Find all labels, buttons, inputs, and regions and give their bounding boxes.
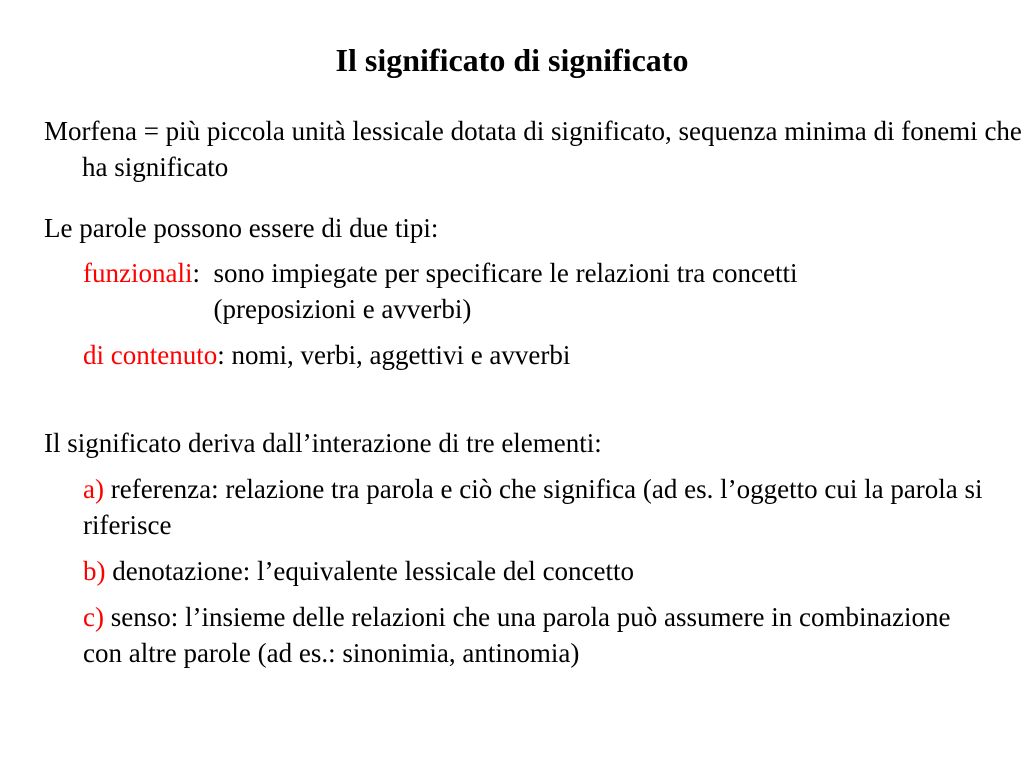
item-c-text: senso: l’insieme delle relazioni che una parola può assumere in combinazione con altre parole (ad es.: sinonimia, antinomia) bbox=[83, 602, 951, 668]
funzionali-text: sono impiegate per specificare le relazioni tra concetti (preposizioni e avverbi) bbox=[213, 258, 798, 324]
funzionali-colon: : bbox=[192, 258, 200, 288]
meaning-item-c bbox=[83, 599, 993, 671]
morfema-definition: Morfena = più piccola unità lessicale dotata di significato, sequenza minima di fonemi che ha significato bbox=[44, 116, 1022, 182]
contenuto-text: : nomi, verbi, aggettivi e avverbi bbox=[217, 340, 571, 370]
item-a-text: referenza: relazione tra parola e ciò che significa (ad es. l’oggetto cui la parola si riferisce bbox=[83, 474, 983, 540]
item-b-marker: b) bbox=[83, 556, 106, 586]
word-types-intro: Le parole possono essere di due tipi: bbox=[44, 213, 439, 243]
item-a-marker: a) bbox=[83, 474, 104, 504]
item-b-text: denotazione: l’equivalente lessicale del concetto bbox=[105, 556, 635, 586]
meaning-item-b bbox=[83, 553, 993, 589]
funzionali-term: funzionali bbox=[83, 258, 193, 288]
contenuto-item bbox=[83, 337, 993, 373]
meaning-item-a bbox=[83, 471, 993, 543]
funzionali-item bbox=[83, 255, 993, 327]
slide-title: Il significato di significato bbox=[335, 42, 689, 78]
item-c-marker: c) bbox=[83, 602, 104, 632]
contenuto-term: di contenuto bbox=[83, 340, 218, 370]
meaning-intro: Il significato deriva dall’interazione di tre elementi: bbox=[44, 428, 602, 458]
